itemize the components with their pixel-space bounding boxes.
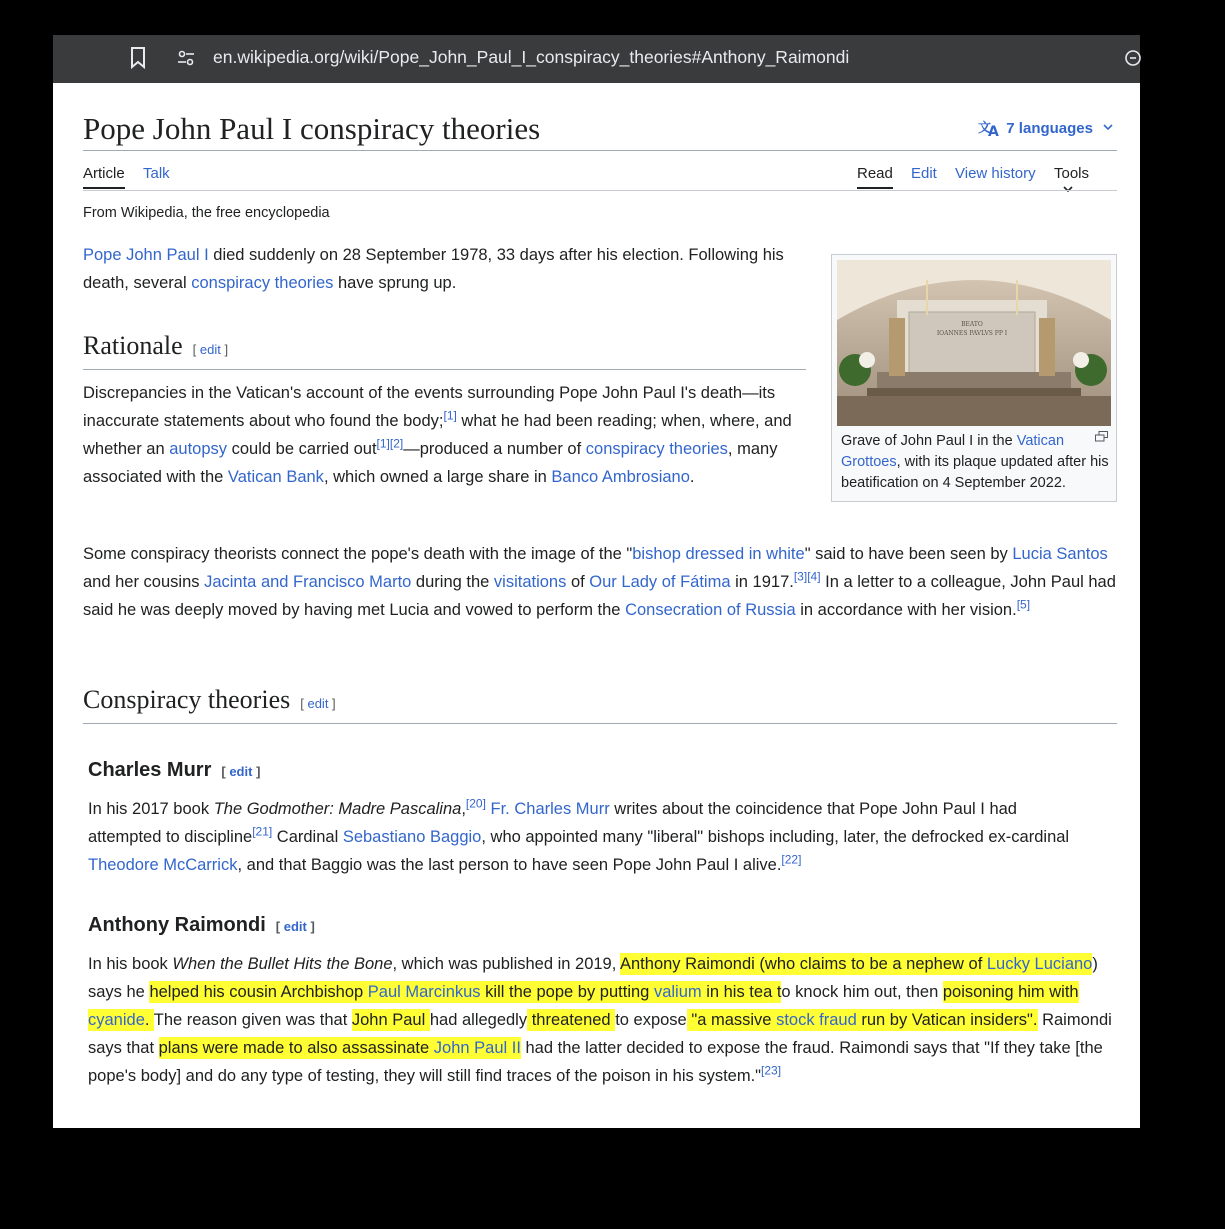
link-valium[interactable]: valium xyxy=(653,983,702,1001)
ref-21[interactable]: [21] xyxy=(252,824,273,839)
highlight: "a massive stock fraud run by Vatican insiders". xyxy=(686,1011,1038,1029)
ref-20[interactable]: [20] xyxy=(465,796,486,811)
link-sebastiano-baggio[interactable]: Sebastiano Baggio xyxy=(342,828,482,846)
link-lucky-luciano[interactable]: Lucky Luciano xyxy=(986,955,1093,973)
highlight: poisoning him with cyanide. xyxy=(88,983,1079,1029)
svg-text:文: 文 xyxy=(978,121,992,136)
tab-article[interactable]: Article xyxy=(83,165,125,189)
heading-rationale: Rationale [ edit ] xyxy=(83,331,229,360)
link-john-paul-ii[interactable]: John Paul II xyxy=(433,1039,521,1057)
tab-talk[interactable]: Talk xyxy=(143,165,170,182)
link-consecration-of-russia[interactable]: Consecration of Russia xyxy=(625,601,796,619)
tools-label: Tools xyxy=(1054,165,1090,182)
link-our-lady-of-fatima[interactable]: Our Lady of Fátima xyxy=(589,573,731,591)
rationale-paragraph-1: Discrepancies in the Vatican's account of the events surrounding Pope John Paul I's death—its inaccurate statements about who found the body;[1] what he had been reading; when, where, and whether an autopsy could be carried out[1][2]—produced a number of conspiracy theories, many associated with the Vatican Bank, which owned a large share in Banco Ambrosiano. xyxy=(83,384,792,486)
url-text[interactable]: en.wikipedia.org/wiki/Pope_John_Paul_I_conspiracy_theories#Anthony_Raimondi xyxy=(213,47,850,67)
edit-conspiracy-link[interactable]: [ edit ] xyxy=(300,696,336,711)
page-tabs xyxy=(83,165,1117,191)
ref-1[interactable]: [1] xyxy=(376,436,390,451)
link-pope-john-paul-i[interactable]: Pope John Paul I xyxy=(83,246,209,264)
heading-conspiracy-theories: Conspiracy theories [ edit ] xyxy=(83,685,336,714)
language-button[interactable] xyxy=(978,119,1117,137)
address-bar xyxy=(53,35,1140,83)
svg-text:BEATO: BEATO xyxy=(961,321,983,328)
edit-rationale-link[interactable]: [ edit ] xyxy=(192,342,229,357)
ref-5[interactable]: [5] xyxy=(1016,597,1031,612)
ref-3[interactable]: [3] xyxy=(793,569,808,584)
link-conspiracy-theories[interactable]: conspiracy theories xyxy=(585,440,728,458)
heading-charles-murr: Charles Murr [ edit ] xyxy=(88,759,261,781)
tagline: From Wikipedia, the free encyclopedia xyxy=(83,205,330,221)
highlight: plans were made to also assassinate John Paul II xyxy=(158,1039,521,1057)
ref-2[interactable]: [2] xyxy=(389,436,404,451)
infobox-caption: Grave of John Paul I in the Vatican Grottoes, with its plaque updated after his beatification on 4 September 2022. xyxy=(841,433,1109,491)
edit-link-text[interactable]: edit xyxy=(199,342,221,357)
tab-edit[interactable]: Edit xyxy=(911,165,937,182)
rationale-paragraph-2: Some conspiracy theorists connect the pope's death with the image of the "bishop dressed in white" said to have been seen by Lucia Santos and her cousins Jacinta and Francisco Marto during the visitations of Our Lady of Fátima in 1917.[3][4] In a letter to a colleague, John Paul had said he was deeply moved by having met Lucia and vowed to perform the Consecration of Russia in accordance with her vision.[5] xyxy=(83,545,1116,619)
link-banco-ambrosiano[interactable]: Banco Ambrosiano xyxy=(551,468,690,486)
edit-murr-link[interactable]: [ edit ] xyxy=(221,764,261,779)
site-settings-icon[interactable] xyxy=(177,49,195,67)
edit-raimondi-link[interactable]: [ edit ] xyxy=(275,919,315,934)
zoom-icon[interactable] xyxy=(1124,49,1142,67)
raimondi-paragraph: In his book When the Bullet Hits the Bone, which was published in 2019, Anthony Raimondi (who claims to be a nephew of Lucky Luciano) says he helped his cousin Archbishop Paul Marcinkus kill the pope by putting valium in his tea to knock him out, then poisoning him with cyanide. The reason given was that John Paul had allegedly threatened to expose "a massive stock fraud run by Vatican insiders". Raimondi says that plans were made to also assassinate John Paul II had the latter decided to expose the fraud. Raimondi says that "If they take [the pope's body] and do any type of testing, they will still find traces of the poison in his system."[23] xyxy=(88,955,1112,1085)
heading-anthony-raimondi: Anthony Raimondi [ edit ] xyxy=(88,914,315,936)
enlarge-icon[interactable] xyxy=(1095,431,1108,442)
ref-4[interactable]: [4] xyxy=(807,569,821,584)
link-fr-charles-murr[interactable]: Fr. Charles Murr xyxy=(490,800,610,818)
edit-link-text[interactable]: edit xyxy=(283,919,307,934)
link-theodore-mccarrick[interactable]: Theodore McCarrick xyxy=(88,856,238,874)
tabs-divider xyxy=(83,190,1117,191)
link-vatican-grottoes[interactable]: Vatican Grottoes xyxy=(841,433,1065,470)
ref-22[interactable]: [22] xyxy=(781,852,802,867)
tab-view-history[interactable]: View history xyxy=(955,165,1036,182)
highlight: helped his cousin Archbishop Paul Marcinkus kill the pope by putting valium in his tea t xyxy=(149,983,782,1001)
chevron-down-icon xyxy=(1099,123,1117,133)
tab-read[interactable]: Read xyxy=(857,165,893,189)
browser-window xyxy=(53,35,1140,1128)
ref-23[interactable]: [23] xyxy=(761,1063,782,1078)
link-vatican-bank[interactable]: Vatican Bank xyxy=(227,468,324,486)
highlight: Anthony Raimondi (who claims to be a nephew of Lucky Luciano xyxy=(620,955,1093,973)
highlight: threatened xyxy=(527,1011,616,1029)
infobox xyxy=(831,254,1117,502)
translate-icon xyxy=(978,119,1000,137)
edit-link-text[interactable]: edit xyxy=(229,764,253,779)
intro-paragraph: Pope John Paul I died suddenly on 28 September 1978, 33 days after his election. Following his death, several conspiracy theories have sprung up. xyxy=(83,246,784,292)
link-conspiracy-theories[interactable]: conspiracy theories xyxy=(191,274,334,292)
link-jacinta-and-francisco-marto[interactable]: Jacinta and Francisco Marto xyxy=(204,573,412,591)
conspiracy-divider xyxy=(83,723,1117,724)
edit-link-text[interactable]: edit xyxy=(307,696,329,711)
highlight: John Paul xyxy=(351,1011,430,1029)
language-count: 7 languages xyxy=(1006,119,1093,137)
link-cyanide[interactable]: cyanide xyxy=(88,1011,145,1029)
link-lucia-santos[interactable]: Lucia Santos xyxy=(1012,545,1108,563)
link-stock-fraud[interactable]: stock fraud xyxy=(776,1011,857,1029)
link-visitations[interactable]: visitations xyxy=(493,573,567,591)
link-autopsy[interactable]: autopsy xyxy=(169,440,228,458)
svg-text:IOANNES PAVLVS PP I: IOANNES PAVLVS PP I xyxy=(936,330,1008,337)
title-divider xyxy=(83,150,1117,151)
link-bishop-dressed-in-white[interactable]: bishop dressed in white xyxy=(632,545,805,563)
svg-text:A: A xyxy=(988,124,1000,137)
murr-paragraph: In his 2017 book The Godmother: Madre Pascalina,[20] Fr. Charles Murr writes about the coincidence that Pope John Paul I had attempted to discipline[21] Cardinal Sebastiano Baggio, who appointed many "liberal" bishops including, later, the defrocked ex-cardinal Theodore McCarrick, and that Baggio was the last person to have seen Pope John Paul I alive.[22] xyxy=(88,796,1070,874)
tomb-picture xyxy=(837,260,1111,426)
ref-1[interactable]: [1] xyxy=(443,408,457,423)
rationale-divider xyxy=(83,369,806,370)
page-title: Pope John Paul I conspiracy theories xyxy=(83,111,541,146)
tomb-image[interactable] xyxy=(837,260,1111,426)
link-paul-marcinkus[interactable]: Paul Marcinkus xyxy=(367,983,481,1001)
bookmark-icon[interactable] xyxy=(130,47,146,69)
tools-menu[interactable] xyxy=(1054,165,1117,199)
